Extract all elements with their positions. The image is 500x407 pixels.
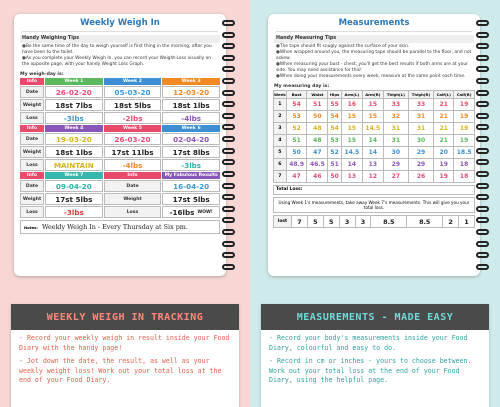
info-loss-label: Loss — [104, 206, 162, 218]
spiral-binding-left — [222, 20, 232, 270]
measurement-value[interactable]: 14 — [341, 159, 362, 171]
measurement-value[interactable]: 19 — [434, 159, 454, 171]
measurement-value[interactable]: 29 — [408, 147, 433, 159]
measurement-value[interactable]: 16 — [341, 99, 362, 111]
measurement-value[interactable]: 51 — [286, 135, 307, 147]
measurement-value[interactable]: 29 — [408, 159, 433, 171]
lost-label: lost — [274, 216, 292, 228]
date-value[interactable]: 26-03-20 — [104, 133, 162, 145]
loss-label: Loss — [20, 206, 44, 218]
measurement-value[interactable]: 47 — [307, 147, 328, 159]
measurement-row — [274, 99, 475, 111]
loss-value[interactable]: -2lbs — [104, 112, 162, 124]
week-number: 7 — [274, 171, 287, 183]
measuring-tips-title: Handy Measuring Tips — [274, 35, 474, 43]
measurement-value[interactable]: 30 — [383, 147, 408, 159]
week-number: 3 — [274, 123, 287, 135]
loss-value[interactable]: -3lbs — [45, 206, 103, 218]
lost-value[interactable]: 2 — [443, 216, 459, 228]
column-header: Thigh(L) — [383, 91, 408, 99]
panel-line: - Record in cm or inches - yours to choose between. Work out your total loss at the end of your Food Diary, using the helpful page. — [269, 357, 472, 385]
measurement-value[interactable]: 46 — [307, 171, 328, 183]
column-header: Week — [274, 92, 286, 98]
measurement-value[interactable]: 27 — [383, 171, 408, 183]
spiral-binding-right — [476, 20, 486, 270]
measuring-day-label: My measuring day is: — [274, 84, 330, 90]
measurement-row — [274, 147, 475, 159]
measurement-value[interactable]: 31 — [383, 123, 408, 135]
results-header: My Fabulous Results — [162, 172, 220, 179]
date-label: Date — [20, 180, 44, 192]
week-number: 6 — [274, 159, 287, 171]
week-number: 1 — [274, 99, 287, 111]
info-header: Info — [20, 172, 44, 179]
result-loss-value[interactable] — [162, 206, 220, 218]
lost-value[interactable]: 5 — [307, 216, 323, 228]
measuring-tip: ● When wrapped around you, the measuring tape should be parallel to the floor, and not askew. — [276, 50, 472, 62]
week-header: Week 2 — [104, 78, 162, 85]
measurement-value[interactable]: 50 — [328, 171, 342, 183]
measurement-value[interactable]: 48 — [307, 123, 328, 135]
measurement-value[interactable]: 52 — [286, 123, 307, 135]
measurement-value[interactable]: 20 — [434, 147, 454, 159]
measurement-value[interactable]: 15 — [362, 111, 383, 123]
weighing-tips — [20, 35, 220, 69]
measurement-value[interactable]: 31 — [408, 111, 433, 123]
measurements-table — [273, 90, 475, 183]
measurement-row — [274, 159, 475, 171]
lost-value[interactable]: 3 — [355, 216, 371, 228]
weight-value[interactable]: 18st 1lbs — [45, 146, 103, 158]
panel-line: - Jot down the date, the result, as well as your weekly weight loss! Work out your total loss at the end of your Food Diary. — [19, 357, 222, 385]
lost-value[interactable]: 8.5 — [407, 216, 443, 228]
date-value[interactable]: 02-04-20 — [162, 133, 220, 145]
measurement-value[interactable]: 30 — [408, 135, 433, 147]
measurement-value[interactable]: 19 — [454, 111, 475, 123]
measurement-value[interactable]: 32 — [383, 111, 408, 123]
measurement-value[interactable]: 31 — [383, 135, 408, 147]
measurements-panel-heading: MEASUREMENTS - MADE EASY — [261, 304, 489, 330]
loss-value[interactable]: -4lbs — [162, 112, 220, 124]
measurement-value[interactable]: 50 — [307, 111, 328, 123]
date-value[interactable]: 05-03-20 — [104, 86, 162, 98]
lost-value[interactable]: 8.5 — [371, 216, 407, 228]
measurement-value[interactable]: 18.5 — [454, 147, 475, 159]
measurement-value[interactable]: 33 — [408, 99, 433, 111]
measurement-value[interactable]: 31 — [408, 123, 433, 135]
measurement-value[interactable]: 53 — [328, 135, 342, 147]
total-loss-note: Using Week 1's measurements, take away Week 7's measurements. This will give you your total loss. — [273, 197, 475, 213]
lost-table — [273, 215, 475, 228]
weigh-in-title: Weekly Weigh In — [22, 14, 218, 32]
column-header: Waist — [307, 91, 328, 99]
measurement-value[interactable]: 13 — [341, 171, 362, 183]
weigh-in-block-1 — [20, 78, 220, 218]
measurement-value[interactable]: 55 — [328, 99, 342, 111]
column-header: Hips — [328, 91, 342, 99]
panel-line: - Record your weekly weigh in result inside your Food Diary with the handy page! — [19, 334, 230, 352]
loss-value[interactable]: MAINTAIN — [45, 159, 103, 171]
measurement-value[interactable]: 54 — [328, 123, 342, 135]
week-header: Week 7 — [45, 172, 103, 179]
measurement-value[interactable]: 51 — [328, 159, 342, 171]
measurement-value[interactable]: 15 — [362, 99, 383, 111]
date-value[interactable]: 26-02-20 — [45, 86, 103, 98]
lost-value[interactable]: 1 — [459, 216, 475, 228]
measurement-value[interactable]: 21 — [434, 111, 454, 123]
weight-value[interactable]: 17st 8lbs — [162, 146, 220, 158]
measurement-row — [274, 123, 475, 135]
week-header: Week 6 — [162, 125, 220, 132]
panel-line: - Record your body's measurements inside your Food Diary, colourful and easy to do. — [269, 334, 468, 352]
measurements-panel — [261, 304, 489, 407]
measurement-row — [274, 111, 475, 123]
result-weight-value[interactable]: 17st 5lbs — [162, 193, 220, 205]
weighing-tip: ● Be the same time of the day to weigh yourself is first thing in the morning, after you have been to the toilet. — [22, 44, 218, 56]
weigh-in-panel-heading: WEEKLY WEIGH IN TRACKING — [11, 304, 239, 330]
measurement-value[interactable]: 46.5 — [307, 159, 328, 171]
date-value[interactable]: 12-03-20 — [162, 86, 220, 98]
measurement-value[interactable]: 18 — [454, 171, 475, 183]
measurement-value[interactable]: 13 — [362, 159, 383, 171]
measurement-value[interactable]: 14.5 — [341, 147, 362, 159]
measuring-tip: ● When measuring your bust - chest, you'll get the best results if both arms are at your side. You may need assistance for this! — [276, 62, 472, 74]
measurement-value[interactable]: 29 — [383, 159, 408, 171]
measurements-page — [268, 14, 480, 276]
total-loss-label: Total Loss: — [276, 187, 303, 193]
loss-label: Loss — [20, 159, 44, 171]
measurement-value[interactable]: 18 — [454, 159, 475, 171]
weight-label: Weight — [20, 99, 44, 111]
measurement-value[interactable]: 15 — [341, 135, 362, 147]
result-date-value[interactable]: 16-04-20 — [162, 180, 220, 192]
week-header: Week 3 — [162, 78, 220, 85]
loss-value[interactable]: -4lbs — [104, 159, 162, 171]
info-header: Info — [20, 125, 44, 132]
measurement-value[interactable]: 21 — [434, 99, 454, 111]
column-header: Arm(L) — [341, 91, 362, 99]
date-label: Date — [20, 133, 44, 145]
weighing-tip: ● As you complete your Weekly Weigh In, you can record your Weight-Loss visually on the opposite page, with your handy Weight Loss Graph. — [22, 56, 218, 68]
lost-value[interactable]: 7 — [292, 216, 308, 228]
lost-value[interactable]: 3 — [339, 216, 355, 228]
measurement-row — [274, 171, 475, 183]
week-number: 5 — [274, 147, 287, 159]
column-header: Calf(L) — [434, 91, 454, 99]
measuring-tips — [274, 35, 474, 81]
measurement-value[interactable]: 14 — [362, 135, 383, 147]
notes-box[interactable] — [20, 220, 220, 234]
date-value[interactable]: 19-03-20 — [45, 133, 103, 145]
week-number: 2 — [274, 111, 287, 123]
loss-value[interactable]: -3lbs — [45, 112, 103, 124]
measurement-value[interactable]: 19 — [454, 135, 475, 147]
notes-text: Weekly Weigh In - Every Thursday at Six pm. — [41, 223, 188, 232]
total-loss-row — [273, 185, 475, 195]
measurement-value[interactable]: 21 — [434, 135, 454, 147]
loss-value[interactable]: -3lbs — [162, 159, 220, 171]
week-header: Week 4 — [45, 125, 103, 132]
measurement-value[interactable]: 54 — [286, 99, 307, 111]
measurement-value[interactable]: 21 — [434, 123, 454, 135]
measurement-value[interactable]: 19 — [434, 171, 454, 183]
measurement-value[interactable]: 51 — [307, 99, 328, 111]
measurement-value[interactable]: 50 — [286, 147, 307, 159]
measurements-title: Measurements — [276, 14, 472, 32]
column-header: Calf(R) — [454, 91, 475, 99]
measurements-panel-body — [261, 330, 489, 394]
measurement-value[interactable]: 48 — [307, 135, 328, 147]
week-header: Week 5 — [104, 125, 162, 132]
measurement-value[interactable]: 14 — [362, 147, 383, 159]
measurement-value[interactable]: 14.5 — [362, 123, 383, 135]
measurements-header-row — [274, 91, 475, 99]
measurement-value[interactable]: 15 — [341, 123, 362, 135]
weigh-in-panel-body — [11, 330, 239, 394]
loss-label: Loss — [20, 112, 44, 124]
column-header: Arm(R) — [362, 91, 383, 99]
measurement-value[interactable]: 15 — [341, 111, 362, 123]
weigh-in-page — [14, 14, 226, 276]
result-exclaim: WOW! — [197, 209, 213, 215]
weight-value[interactable]: 18st 1lbs — [162, 99, 220, 111]
column-header: Bust — [286, 91, 307, 99]
weight-value[interactable]: 18st 5lbs — [104, 99, 162, 111]
measurement-value[interactable]: 26 — [408, 171, 433, 183]
info-date-label: Date — [104, 180, 162, 192]
date-label: Date — [20, 86, 44, 98]
week-header: Week 1 — [45, 78, 103, 85]
weight-label: Weight — [20, 193, 44, 205]
date-value[interactable]: 09-04-20 — [45, 180, 103, 192]
weight-label: Weight — [20, 146, 44, 158]
info-header: Info — [104, 172, 162, 179]
weighing-tips-title: Handy Weighing Tips — [20, 35, 220, 43]
weight-value[interactable]: 18st 7lbs — [45, 99, 103, 111]
weight-value[interactable]: 17st 5lbs — [45, 193, 103, 205]
week-number: 4 — [274, 135, 287, 147]
measuring-tip: ● The tape should fit snugly against the surface of your skin. — [276, 44, 472, 50]
measurement-value[interactable]: 19 — [454, 123, 475, 135]
measurement-value[interactable]: 12 — [362, 171, 383, 183]
column-header: Thigh(R) — [408, 91, 433, 99]
weight-value[interactable]: 17st 11lbs — [104, 146, 162, 158]
measurement-value[interactable]: 47 — [286, 171, 307, 183]
measurements-body — [274, 99, 475, 183]
info-weight-label: Weight — [104, 193, 162, 205]
measurement-value[interactable]: 54 — [328, 111, 342, 123]
measurement-value[interactable]: 52 — [328, 147, 342, 159]
measurement-value[interactable]: 53 — [286, 111, 307, 123]
measurement-value[interactable]: 48.9 — [286, 159, 307, 171]
measurement-row — [274, 135, 475, 147]
weigh-in-panel — [11, 304, 239, 407]
lost-row — [274, 216, 475, 228]
lost-value[interactable]: 5 — [323, 216, 339, 228]
measurement-value[interactable]: 19 — [454, 99, 475, 111]
notes-label: Notes: — [24, 224, 38, 230]
info-header: Info — [20, 78, 44, 85]
measurement-value[interactable]: 33 — [383, 99, 408, 111]
result-loss-amount: -16lbs — [169, 207, 195, 217]
weigh-day-label: My weigh-day is: — [20, 72, 64, 78]
measuring-tip: ● When doing your measurements every week, measure at the same point each time. — [276, 74, 472, 80]
